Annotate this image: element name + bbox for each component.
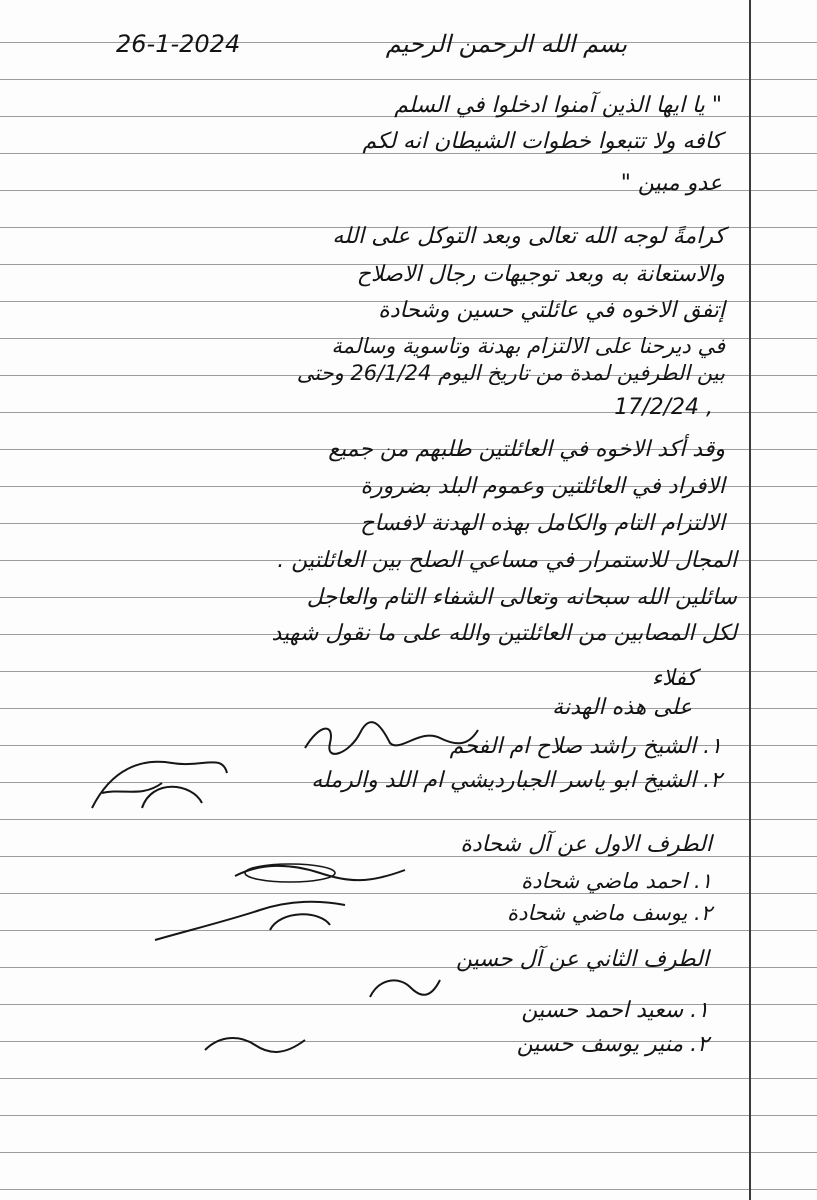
guarantor-2: ٢. الشيخ ابو ياسر الجبارديشي ام اللد والرمله xyxy=(311,768,722,793)
party-two-title: الطرف الثاني عن آل حسين xyxy=(456,947,709,972)
header-date: 26-1-2024 xyxy=(116,30,241,58)
signature-party-one-1 xyxy=(230,858,410,892)
guarantor-1: ١. الشيخ راشد صلاح ام الفحم xyxy=(449,734,722,759)
body2-line-6: لكل المصابين من العائلتين والله على ما نقول شهيد xyxy=(271,621,737,646)
header-basmala: بسم الله الرحمن الرحيم xyxy=(385,30,627,58)
body-line-6: 17/2/24 , xyxy=(614,395,713,420)
body2-line-2: الافراد في العائلتين وعموم البلد بضرورة xyxy=(360,474,725,499)
party-two-member-1: ١. سعيد احمد حسين xyxy=(521,998,709,1023)
party-one-member-2: ٢. يوسف ماضي شحادة xyxy=(507,901,712,925)
party-one-member-1: ١. احمد ماضي شحادة xyxy=(521,869,712,893)
signature-party-two-2 xyxy=(200,1030,310,1064)
body2-line-4: المجال للاستمرار في مساعي الصلح بين العائلتين . xyxy=(277,548,737,573)
verse-line-2: كافه ولا تتبعوا خطوات الشيطان انه لكم xyxy=(362,129,722,154)
signature-guarantor-2 xyxy=(82,748,232,822)
verse-line-1: " يا ايها الذين آمنوا ادخلوا في السلم xyxy=(394,93,722,118)
margin-line xyxy=(749,0,751,1200)
body-line-4: في ديرحنا على الالتزام بهدنة وتاسوية وسالمة xyxy=(331,334,725,358)
signature-guarantor-1 xyxy=(300,718,480,762)
body2-line-1: وقد أكد الاخوه في العائلتين طلبهم من جميع xyxy=(328,437,725,462)
body-line-1: كرامةً لوجه الله تعالى وبعد التوكل على الله xyxy=(332,224,725,249)
body2-line-5: سائلين الله سبحانه وتعالى الشفاء التام والعاجل xyxy=(306,585,737,610)
guarantors-title: كفلاء xyxy=(651,666,697,691)
guarantors-subtitle: على هذه الهدنة xyxy=(552,695,692,720)
signature-party-one-2 xyxy=(150,890,350,954)
verse-line-3: عدو مبين " xyxy=(620,171,722,196)
signature-party-two-1 xyxy=(365,972,445,1006)
body2-line-3: الالتزام التام والكامل بهذه الهدنة لافساح xyxy=(360,511,725,536)
party-one-title: الطرف الاول عن آل شحادة xyxy=(460,832,712,857)
party-two-member-2: ٢. منير يوسف حسين xyxy=(516,1032,709,1057)
body-line-3: إتفق الاخوه في عائلتي حسين وشحادة xyxy=(378,298,725,323)
body-line-2: والاستعانة به وبعد توجيهات رجال الاصلاح xyxy=(356,262,725,287)
body-line-5: بين الطرفين لمدة من تاريخ اليوم 26/1/24 وحتى xyxy=(296,361,725,385)
